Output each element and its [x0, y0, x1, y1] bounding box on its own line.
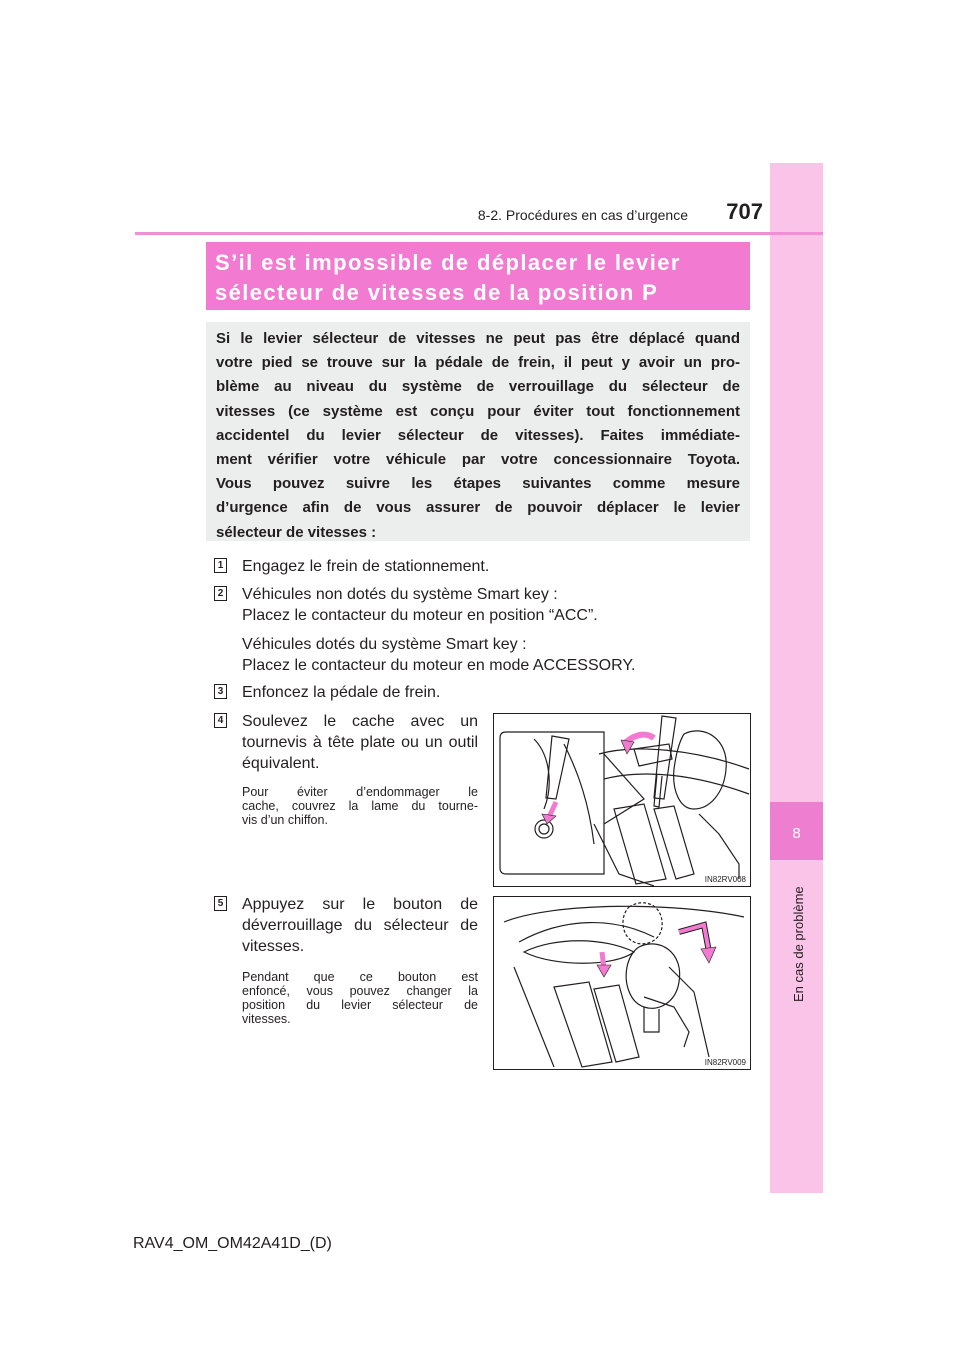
intro-line: sélecteur de vitesses : [216, 523, 377, 541]
step-2-badge: 2 [214, 586, 227, 601]
step-4-text [242, 711, 478, 827]
step-2-nonsmart-heading: Véhicules non dotés du système Smart key : [242, 586, 558, 603]
step-2-nonsmart-instruction: Placez le contacteur du moteur en position “ACC”. [242, 607, 598, 624]
step-5-note-line: position du levier sélecteur de [242, 998, 478, 1012]
figure-cover-removal [493, 713, 751, 887]
step-4-note-line: vis d’un chiffon. [242, 813, 328, 827]
step-2-smart-instruction: Placez le contacteur du moteur en mode ACCESSORY. [242, 657, 636, 674]
banner-title [215, 248, 745, 308]
step-5-line: vitesses. [242, 938, 305, 955]
step-5-note-line: Pendant que ce bouton est [242, 970, 478, 984]
header-rule [135, 232, 823, 235]
shift-lock-release-illustration [494, 897, 750, 1069]
intro-line: accidentel du levier sélecteur de vitesses). Faites immédiate- [216, 426, 740, 444]
step-3-badge: 3 [214, 684, 227, 699]
intro-line: blème au niveau du système de verrouillage du sélecteur de [216, 378, 740, 396]
intro-text [216, 327, 740, 545]
step-4-note-line: cache, couvrez la lame du tourne- [242, 799, 478, 813]
banner-title-line1: S’il est impossible de déplacer le levier [215, 250, 681, 275]
intro-line: Si le levier sélecteur de vitesses ne peut pas être déplacé quand [216, 330, 740, 347]
step-4-line: équivalent. [242, 755, 320, 772]
step-5-line: déverrouillage du sélecteur de [242, 917, 478, 934]
step-5-note-line: vitesses. [242, 1012, 291, 1026]
intro-line: Vous pouvez suivre les étapes suivantes comme mesure [216, 475, 740, 493]
intro-line: d’urgence afin de vous assurer de pouvoir déplacer le levier [216, 499, 740, 517]
chapter-number-tab[interactable] [770, 802, 823, 860]
document-code: RAV4_OM_OM42A41D_(D) [133, 1235, 332, 1252]
intro-line: ment vérifier votre véhicule par votre concessionnaire Toyota. [216, 451, 740, 469]
step-5-badge: 5 [214, 896, 227, 911]
step-3-text: Enfoncez la pédale de frein. [242, 684, 441, 701]
chapter-side-tab [770, 163, 823, 1193]
step-5-note-line: enfoncé, vous pouvez changer la [242, 984, 478, 998]
figure-shift-lock-release [493, 896, 751, 1070]
intro-line: vitesses (ce système est conçu pour éviter tout fonctionnement [216, 402, 740, 420]
figure-4-code: IN82RV008 [704, 875, 746, 884]
step-4-line: tournevis à tête plate ou un outil [242, 734, 478, 751]
step-1-badge: 1 [214, 558, 227, 573]
step-1-text: Engagez le frein de stationnement. [242, 558, 490, 575]
step-5-text [242, 894, 478, 1026]
figure-5-code: IN82RV009 [704, 1058, 746, 1067]
step-5-line: Appuyez sur le bouton de [242, 896, 478, 913]
section-title: 8-2. Procédures en cas d’urgence [477, 207, 688, 223]
cover-removal-illustration [494, 714, 750, 886]
chapter-number: 8 [792, 825, 801, 842]
banner-title-line2: sélecteur de vitesses de la position P [215, 280, 659, 305]
step-4-note-line: Pour éviter d’endommager le [242, 785, 478, 799]
chapter-title-vertical [787, 880, 807, 1005]
chapter-title: En cas de problème [791, 886, 806, 1002]
intro-line: votre pied se trouve sur la pédale de frein, il peut y avoir un pro- [216, 354, 740, 372]
page-number: 707 [726, 199, 763, 224]
step-2-smart-heading: Véhicules dotés du système Smart key : [242, 636, 527, 653]
step-4-badge: 4 [214, 713, 227, 728]
step-4-line: Soulevez le cache avec un [242, 713, 478, 730]
